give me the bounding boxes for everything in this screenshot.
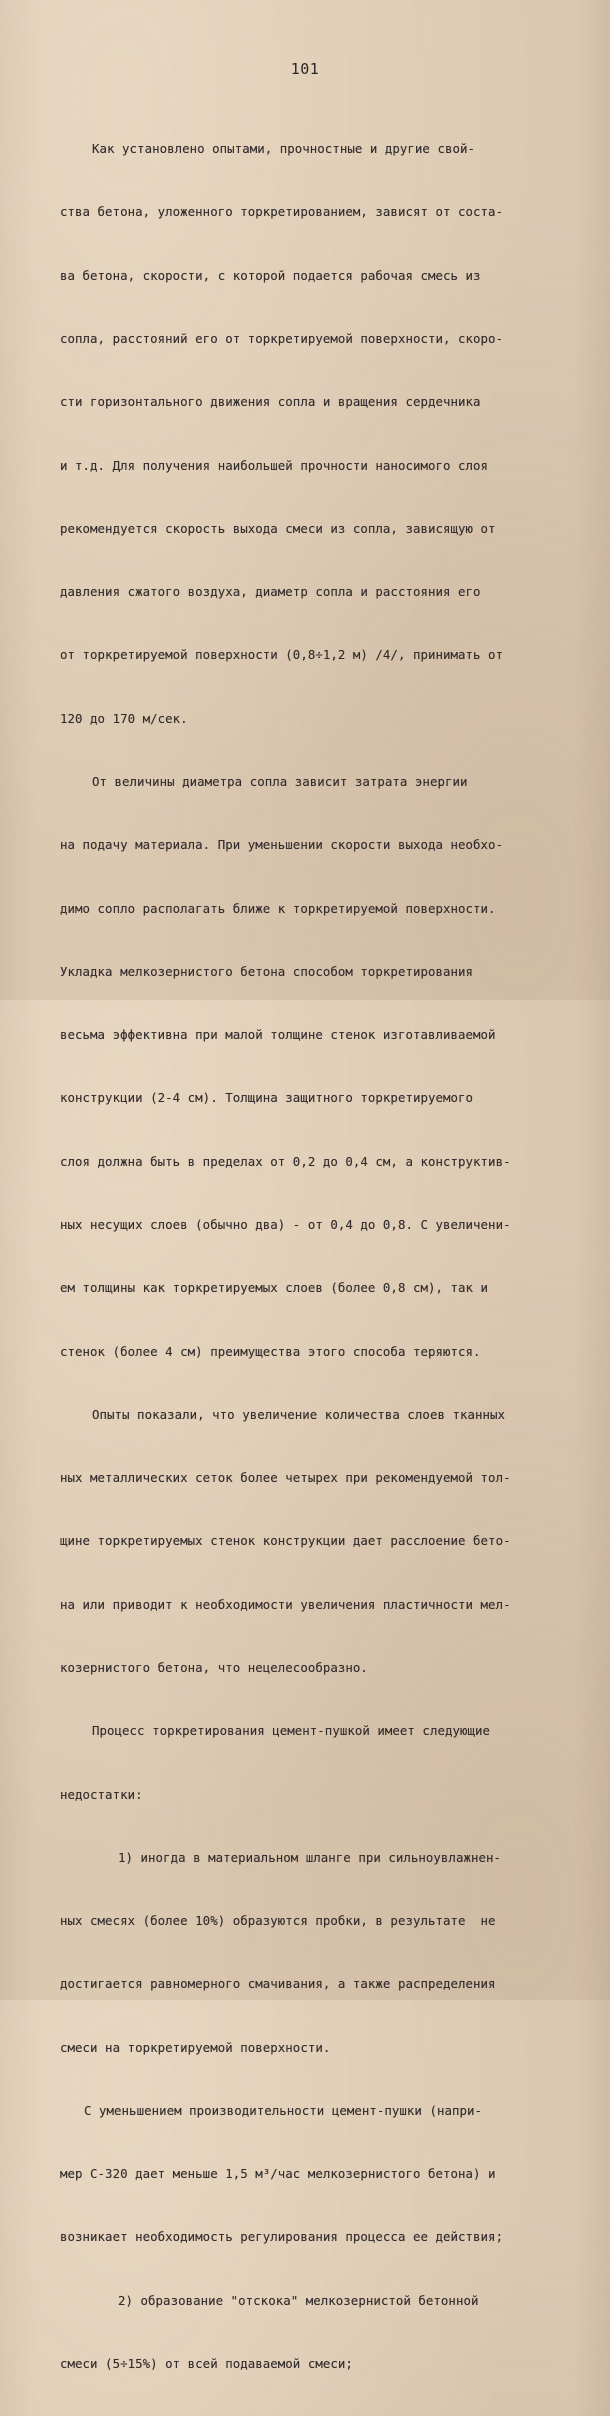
text-line: смеси на торкретируемой поверхности. xyxy=(60,2039,331,2055)
text-line: С уменьшением производительности цемент-пушки (напри- xyxy=(84,2102,483,2118)
text-line: 120 до 170 м/сек. xyxy=(60,710,188,726)
text-line: давления сжатого воздуха, диаметр сопла и расстояния его xyxy=(60,584,481,600)
text-line: весьма эффективна при малой толщине стенок изготавливаемой xyxy=(60,1027,496,1043)
text-line: на подачу материала. При уменьшении скорости выхода необхо- xyxy=(60,837,504,853)
text-line: сопла, расстояний его от торкретируемой поверхности, скоро- xyxy=(60,331,504,347)
text-line: Процесс торкретирования цемент-пушкой имеет следующие xyxy=(92,1723,491,1739)
text-line: Как установлено опытами, прочностные и другие свой- xyxy=(92,141,475,157)
text-line: ных смесях (более 10%) образуются пробки, в результате не xyxy=(60,1913,496,1929)
text-line: ных несущих слоев (обычно два) - от 0,4 до 0,8. С увеличени- xyxy=(60,1216,511,1232)
text-line: димо сопло располагать ближе к торкретируемой поверхности. xyxy=(60,900,496,916)
text-line: сти горизонтального движения сопла и вращения сердечника xyxy=(60,394,481,410)
text-line: смеси (5÷15%) от всей подаваемой смеси; xyxy=(60,2356,353,2372)
page-number: 101 xyxy=(290,60,320,78)
text-line: От величины диаметра сопла зависит затрата энергии xyxy=(92,774,468,789)
text-line: козернистого бетона, что нецелесообразно. xyxy=(60,1659,368,1675)
text-line: ства бетона, уложенного торкретированием, зависят от соста- xyxy=(60,204,504,220)
text-line: Опыты показали, что увеличение количества слоев тканных xyxy=(92,1406,506,1422)
text-line: конструкции (2-4 см). Толщина защитного торкретируемого xyxy=(60,1090,474,1106)
text-line: стенок (более 4 см) преимущества этого способа теряются. xyxy=(60,1343,481,1359)
text-line: на или приводит к необходимости увеличения пластичности мел- xyxy=(60,1596,511,1612)
text-line: достигается равномерного смачивания, а также распределения xyxy=(60,1976,496,1992)
text-line: ва бетона, скорости, с которой подается рабочая смесь из xyxy=(60,267,481,283)
text-line: 2) образование "отскока" мелкозернистой бетонной xyxy=(118,2292,479,2308)
text-line: щине торкретируемых стенок конструкции дает расслоение бето- xyxy=(60,1533,511,1549)
body-text xyxy=(60,96,600,2416)
text-line: возникает необходимость регулирования процесса ее действия; xyxy=(60,2229,504,2245)
text-line: ных металлических сеток более четырех при рекомендуемой тол- xyxy=(60,1470,511,1486)
text-line: недостатки: xyxy=(60,1786,143,1802)
text-line: 1) иногда в материальном шланге при сильноувлажнен- xyxy=(118,1849,501,1865)
text-line: и т.д. Для получения наибольшей прочности наносимого слоя xyxy=(60,457,489,473)
text-line: ем толщины как торкретируемых слоев (более 0,8 см), так и xyxy=(60,1280,489,1296)
text-line: от торкретируемой поверхности (0,8÷1,2 м) /4/, принимать от xyxy=(60,647,504,663)
text-line: Укладка мелкозернистого бетона способом торкретирования xyxy=(60,963,474,979)
text-line: мер С-320 дает меньше 1,5 м³/час мелкозернистого бетона) и xyxy=(60,2166,496,2182)
text-line: слоя должна быть в пределах от 0,2 до 0,4 см, а конструктив- xyxy=(60,1153,511,1169)
text-line: рекомендуется скорость выхода смеси из сопла, зависящую от xyxy=(60,520,496,536)
